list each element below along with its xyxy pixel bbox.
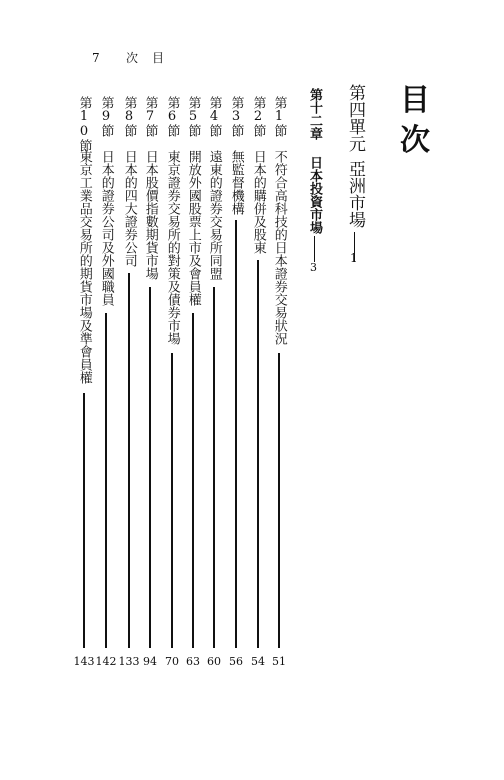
section-label: 第8節: [121, 96, 137, 137]
section-page: 63: [186, 655, 200, 668]
section-page: 51: [272, 655, 286, 668]
section-title: 日本股價指數期貨市場: [142, 150, 158, 280]
section-page: 60: [207, 655, 221, 668]
section-title: 東京工業品交易所的期貨市場及準會員權: [76, 150, 92, 384]
title-char-2: 次: [400, 123, 430, 158]
section-title: 遠東的證券交易所同盟: [206, 150, 222, 280]
section-title: 東京證券交易所的對策及債券市場: [164, 150, 180, 345]
section-leader-line: [235, 220, 236, 648]
section-leader-line: [149, 287, 150, 648]
section-label: 第5節: [185, 96, 201, 137]
section-leader-line: [192, 313, 193, 648]
running-title: 次 目: [126, 51, 166, 65]
section-page: 54: [251, 655, 265, 668]
section-leader-line: [257, 260, 258, 648]
section-label: 第3節: [228, 96, 244, 137]
unit-title: 亞洲市場: [345, 160, 365, 228]
section-title: 日本的四大證券公司: [121, 150, 137, 267]
section-leader-line: [83, 393, 84, 648]
section-label: 第4節: [206, 96, 222, 137]
page-number: 7: [92, 51, 100, 65]
section-label: 第10節: [76, 96, 92, 152]
section-page: 143: [73, 655, 95, 668]
section-page: 56: [229, 655, 243, 668]
section-page: 94: [143, 655, 157, 668]
section-page: 142: [95, 655, 117, 668]
section-label: 第1節: [271, 96, 287, 137]
section-leader-line: [213, 287, 214, 648]
section-leader-line: [128, 273, 129, 648]
section-title: 開放外國股票上市及會員權: [185, 150, 201, 306]
section-title: 日本的購併及股東: [250, 150, 266, 254]
section-title: 不符合高科技的日本證券交易狀況: [271, 150, 287, 345]
section-leader-line: [105, 313, 106, 648]
unit-page: 1: [350, 251, 358, 265]
title-char-1: 目: [400, 83, 430, 118]
section-page: 133: [118, 655, 140, 668]
section-page: 70: [165, 655, 179, 668]
section-title: 日本的證券公司及外國職員: [98, 150, 114, 306]
chapter-leader-line: [314, 236, 315, 262]
section-label: 第2節: [250, 96, 266, 137]
chapter-label: 第十二章: [307, 88, 322, 140]
section-label: 第7節: [142, 96, 158, 137]
section-label: 第6節: [164, 96, 180, 137]
unit-label: 第四單元: [345, 84, 365, 152]
section-leader-line: [171, 353, 172, 648]
chapter-title: 日本投資市場: [307, 156, 322, 234]
section-title: 無監督機構: [228, 150, 244, 215]
chapter-page: 3: [310, 261, 317, 274]
section-leader-line: [278, 353, 279, 648]
section-label: 第9節: [98, 96, 114, 137]
